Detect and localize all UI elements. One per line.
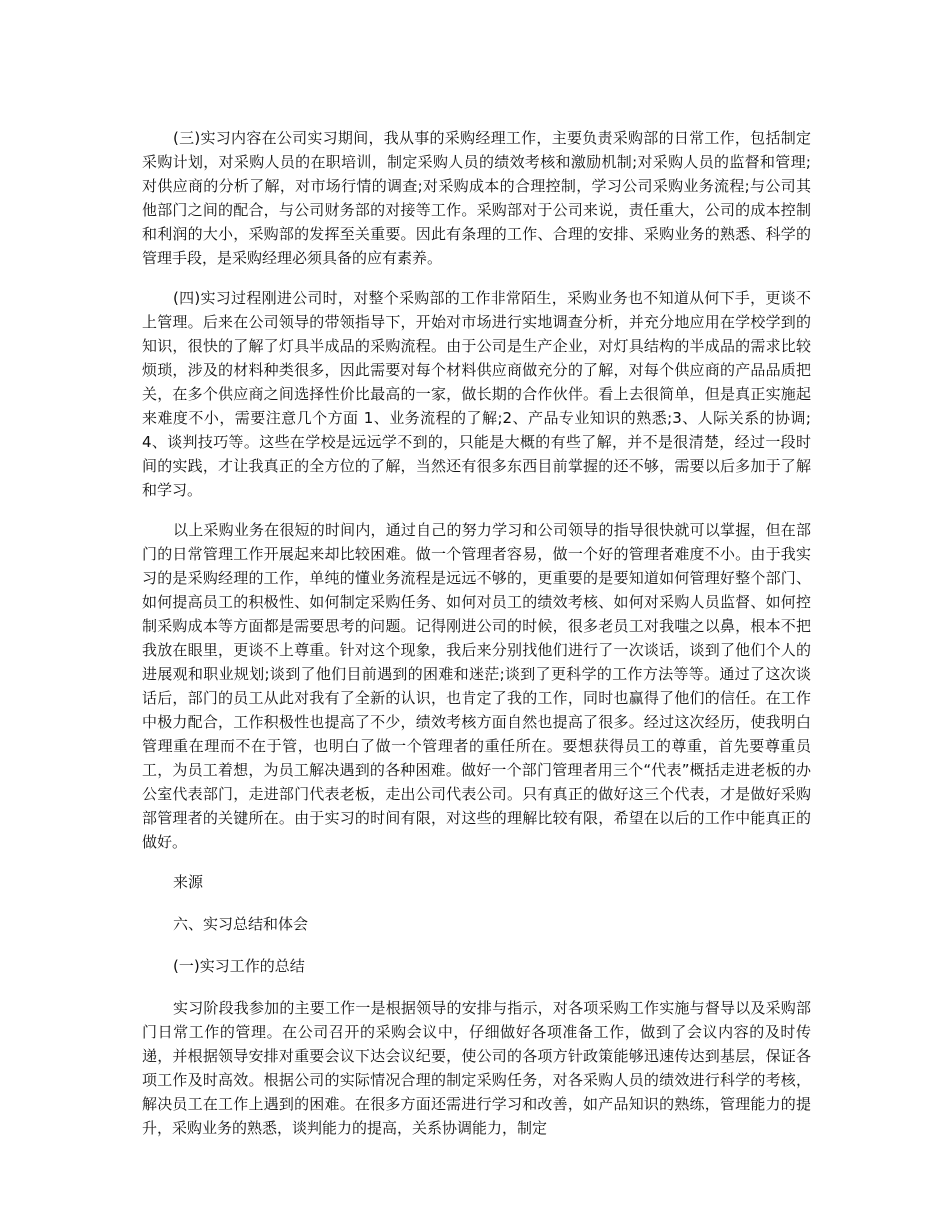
paragraph-management-reflection: 以上采购业务在很短的时间内，通过自己的努力学习和公司领导的指导很快就可以掌握，但在部门的日常管理工作开展起来却比较困难。做一个管理者容易，做一个好的管理者难度不小。由于我实习的是采购经理的工作，单纯的懂业务流程是远远不够的，更重要的是要知道如何管理好整个部门、如何提高员工的积极性、如何制定采购任务、如何对员工的绩效考核、如何对采购人员监督、如何控制采购成本等方面都是需要思考的问题。记得刚进公司的时候，很多老员工对我嗤之以鼻，根本不把我放在眼里，更谈不上尊重。针对这个现象，我后来分别找他们进行了一次谈话，谈到了他们个人的进展观和职业规划;谈到了他们目前遇到的困难和迷茫;谈到了更科学的工作方法等等。通过了这次谈话后，部门的员工从此对我有了全新的认识，也肯定了我的工作，同时也赢得了他们的信任。在工作中极力配合，工作积极性也提高了不少，绩效考核方面自然也提高了很多。经过这次经历，使我明白管理重在理而不在于管，也明白了做一个管理者的重任所在。要想获得员工的尊重，首先要尊重员工，为员工着想，为员工解决遇到的各种困难。做好一个部门管理者用三个“代表”概括走进老板的办公室代表部门，走进部门代表老板，走出公司代表公司。只有真正的做好这三个代表，才是做好采购部管理者的关键所在。由于实习的时间有限，对这些的理解比较有限，希望在以后的工作中能真正的做好。 xyxy=(142,521,811,851)
subsection-heading-work-summary: (一)实习工作的总结 xyxy=(173,957,305,975)
section-heading-summary: 六、实习总结和体会 xyxy=(173,915,309,933)
paragraph-internship-content: (三)实习内容在公司实习期间，我从事的采购经理工作，主要负责采购部的日常工作，包括制定采购计划，对采购人员的在职培训，制定采购人员的绩效考核和激励机制;对采购人员的监督和管理;对供应商的分析了解，对市场行情的调查;对采购成本的合理控制，学习公司采购业务流程;与公司其他部门之间的配合，与公司财务部的对接等工作。采购部对于公司来说，责任重大，公司的成本控制和利润的大小，采购部的发挥至关重要。因此有条理的工作、合理的安排、采购业务的熟悉、科学的管理手段，是采购经理必须具备的应有素养。 xyxy=(142,129,811,267)
paragraph-internship-process: (四)实习过程刚进公司时，对整个采购部的工作非常陌生，采购业务也不知道从何下手，更谈不上管理。后来在公司领导的带领指导下，开始对市场进行实地调查分析，并充分地应用在学校学到的知识，很快的了解了灯具半成品的采购流程。由于公司是生产企业，对灯具结构的半成品的需求比较烦琐，涉及的材料种类很多，因此需要对每个材料供应商做充分的了解，对每个供应商的产品品质把关，在多个供应商之间选择性价比最高的一家，做长期的合作伙伴。看上去很简单，但是真正实施起来难度不小，需要注意几个方面 1、业务流程的了解;2、产品专业知识的熟悉;3、人际关系的协调;4、谈判技巧等。这些在学校是远远学不到的，只能是大概的有些了解，并不是很清楚，经过一段时间的实践，才让我真正的全方位的了解，当然还有很多东西目前掌握的还不够，需要以后多加于了解和学习。 xyxy=(142,289,811,499)
source-label: 来源 xyxy=(173,873,204,891)
paragraph-work-summary: 实习阶段我参加的主要工作一是根据领导的安排与指示，对各项采购工作实施与督导以及采购部门日常工作的管理。在公司召开的采购会议中，仔细做好各项准备工作，做到了会议内容的及时传递，并根据领导安排对重要会议下达会议纪要，使公司的各项方针政策能够迅速传达到基层，保证各项工作及时高效。根据公司的实际情况合理的制定采购任务，对各采购人员的绩效进行科学的考核，解决员工在工作上遇到的困难。在很多方面还需进行学习和改善，如产品知识的熟练，管理能力的提升，采购业务的熟悉，谈判能力的提高，关系协调能力，制定 xyxy=(142,999,811,1137)
document-page xyxy=(142,126,811,1156)
